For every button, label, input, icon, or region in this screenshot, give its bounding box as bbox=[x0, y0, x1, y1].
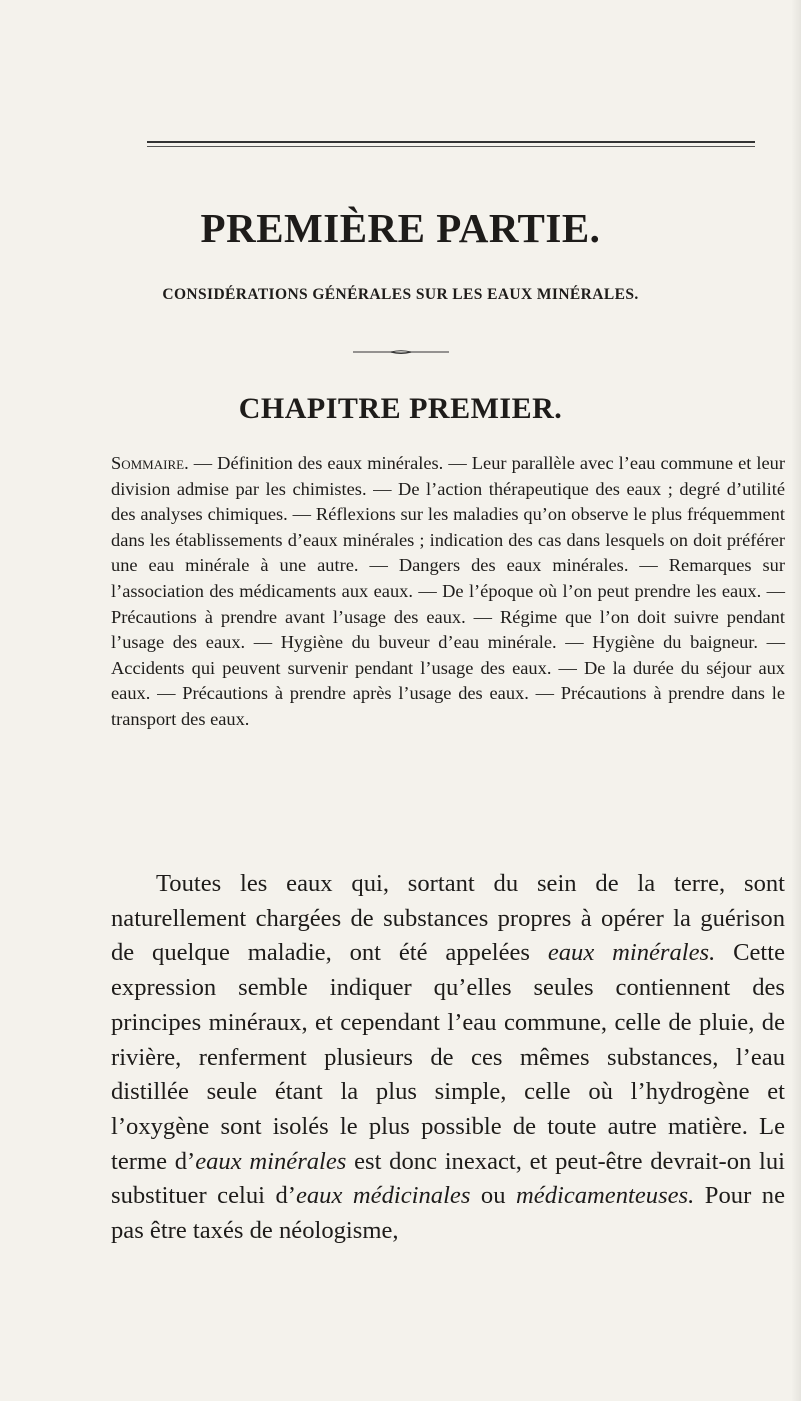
body-paragraph bbox=[111, 867, 785, 1249]
top-rule bbox=[147, 141, 755, 143]
body-text-2: Cette expression semble indiquer qu’elles seules contiennent des principes minéraux, et cependant l’eau commune, celle de pluie, de rivière, renferment plusieurs de ces mêmes substances, l’eau distillée seule étant la plus simple, celle où l’hydrogène et l’oxygène sont isolés le plus possible de toute autre matière. Le terme d’ bbox=[111, 939, 785, 1175]
term-medicamenteuses: médicamenteuses. bbox=[516, 1182, 695, 1210]
chapter-summary bbox=[111, 451, 785, 733]
body-text-4: ou bbox=[470, 1182, 517, 1210]
chapter-title: CHAPITRE PREMIER. bbox=[238, 392, 563, 425]
body-text-1: Toutes les eaux qui, sortant du sein de la terre, sont naturellement chargées de substances propres à opérer la guérison de quelque maladie, ont été appelées bbox=[111, 870, 785, 967]
ornament-rule bbox=[353, 349, 449, 355]
summary-label: Sommaire. bbox=[111, 453, 189, 473]
term-eaux-minerales: eaux minérales. bbox=[547, 939, 716, 967]
part-title: PREMIÈRE PARTIE. bbox=[200, 205, 601, 251]
term-eaux-medicinales: eaux médicinales bbox=[295, 1182, 471, 1210]
term-eaux-minerales-2: eaux minérales bbox=[195, 1147, 347, 1175]
summary-text: — Définition des eaux minérales. — Leur parallèle avec l’eau commune et leur division admise par les chimistes. — De l’action thérapeutique des eaux ; degré d’utilité des analyses chimiques. — Réflexions sur les maladies qu’on observe le plus fréquemment dans les établissements d’eaux minérales ; indication des cas dans lesquels on doit préférer une eau minérale à une autre. — Dangers des eaux minérales. — Remarques sur l’association des médicaments aux eaux. — De l’époque où l’on peut prendre les eaux. — Précautions à prendre avant l’usage des eaux. — Régime que l’on doit suivre pendant l’usage des eaux. — Hygiène du buveur d’eau minérale. — Hygiène du baigneur. — Accidents qui peuvent survenir pendant l’usage des eaux. — De la durée du séjour aux eaux. — Précautions à prendre après l’usage des eaux. — Précautions à prendre dans le transport des eaux. bbox=[111, 453, 785, 729]
top-rule-thin bbox=[147, 146, 755, 147]
part-subtitle: CONSIDÉRATIONS GÉNÉRALES SUR LES EAUX MINÉRALES. bbox=[162, 286, 639, 303]
body-text-5: Pour ne pas être taxés de néologisme, bbox=[111, 1182, 785, 1245]
body-text-3: est donc inexact, et peut-être devrait-on lui substituer celui d’ bbox=[111, 1147, 785, 1210]
